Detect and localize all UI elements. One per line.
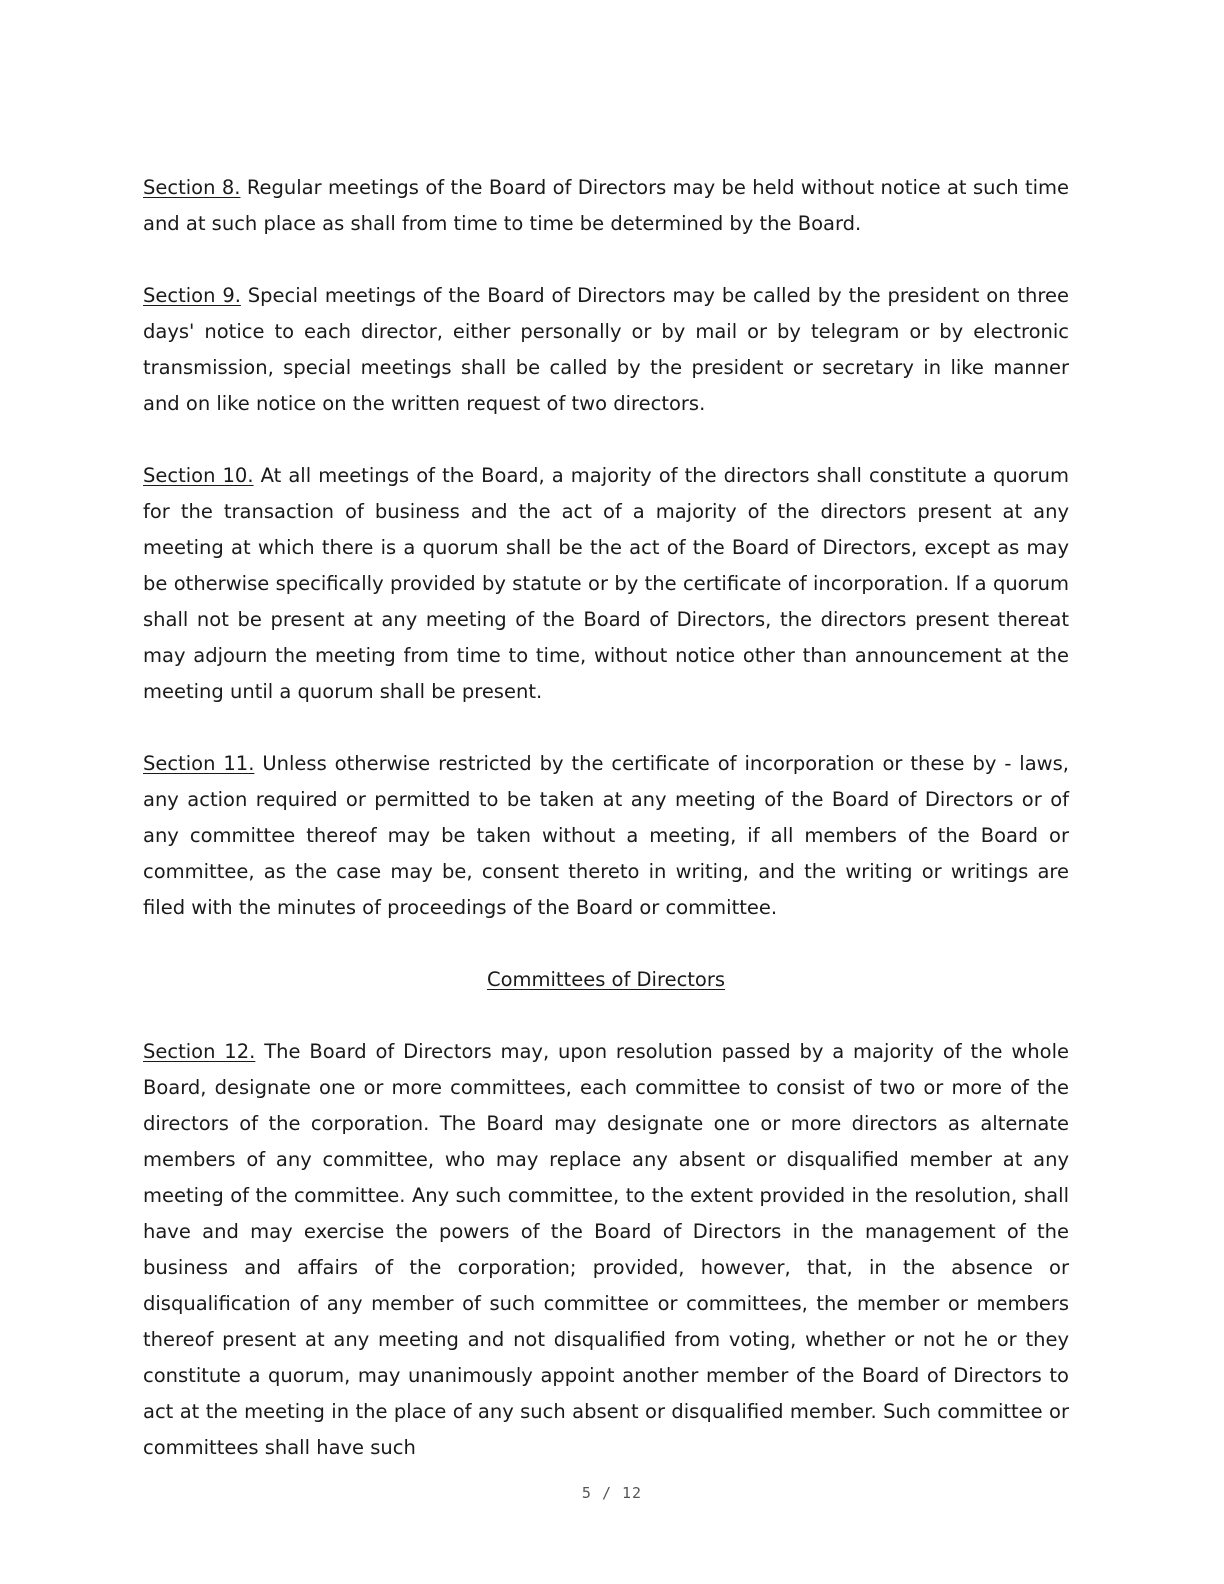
committees-heading xyxy=(143,962,1069,998)
section-9-text: Special meetings of the Board of Directors may be called by the president on three days' notice to each director, either personally or by mail or by telegram or by electronic transmission, special meetings shall be called by the president or secretary in like manner and on like notice on the written request of two directors. xyxy=(143,284,1069,415)
section-11-paragraph xyxy=(143,746,1069,926)
section-8-label: Section 8. xyxy=(143,176,241,199)
section-11-text: Unless otherwise restricted by the certificate of incorporation or these by - laws, any action required or permitted to be taken at any meeting of the Board of Directors or of any committee thereof may be taken without a meeting, if all members of the Board or committee, as the case may be, consent thereto in writing, and the writing or writings are filed with the minutes of proceedings of the Board or committee. xyxy=(143,752,1069,919)
page-number-footer: 5 / 12 xyxy=(581,1484,643,1502)
section-12-text: The Board of Directors may, upon resolution passed by a majority of the whole Board, designate one or more committees, each committee to consist of two or more of the directors of the corporation. The Board may designate one or more directors as alternate members of any committee, who may replace any absent or disqualified member at any meeting of the committee. Any such committee, to the extent provided in the resolution, shall have and may exercise the powers of the Board of Directors in the management of the business and affairs of the corporation; provided, however, that, in the absence or disqualification of any member of such committee or committees, the member or members thereof present at any meeting and not disqualified from voting, whether or not he or they constitute a quorum, may unanimously appoint another member of the Board of Directors to act at the meeting in the place of any such absent or disqualified member. Such committee or committees shall have such xyxy=(143,1040,1069,1459)
committees-heading-text: Committees of Directors xyxy=(486,968,726,991)
section-12-paragraph xyxy=(143,1034,1069,1466)
section-8-paragraph xyxy=(143,170,1069,242)
section-8-text: Regular meetings of the Board of Directors may be held without notice at such time and at such place as shall from time to time be determined by the Board. xyxy=(143,176,1069,235)
section-9-label: Section 9. xyxy=(143,284,241,307)
section-12-label: Section 12. xyxy=(143,1040,256,1063)
section-10-text: At all meetings of the Board, a majority of the directors shall constitute a quorum for the transaction of business and the act of a majority of the directors present at any meeting at which there is a quorum shall be the act of the Board of Directors, except as may be otherwise specifically provided by statute or by the certificate of incorporation. If a quorum shall not be present at any meeting of the Board of Directors, the directors present thereat may adjourn the meeting from time to time, without notice other than announcement at the meeting until a quorum shall be present. xyxy=(143,464,1069,703)
section-11-label: Section 11. xyxy=(143,752,255,775)
section-10-paragraph xyxy=(143,458,1069,710)
document-page xyxy=(143,170,1069,1502)
section-10-label: Section 10. xyxy=(143,464,254,487)
section-9-paragraph xyxy=(143,278,1069,422)
